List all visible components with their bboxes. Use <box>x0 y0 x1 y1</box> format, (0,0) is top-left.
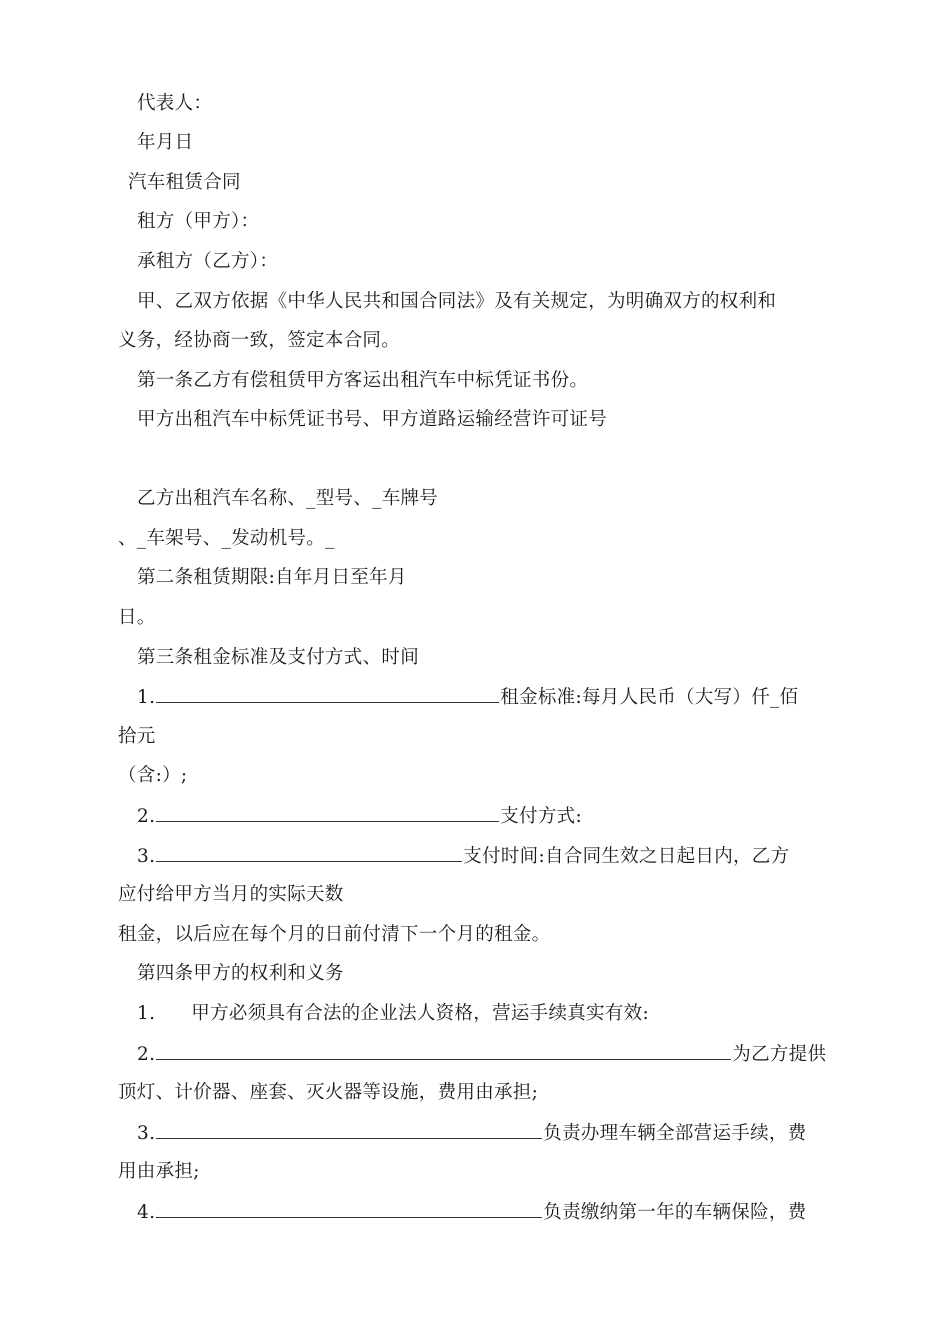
lessor-duty-2 <box>137 1042 826 1067</box>
fill-in-blank <box>156 1121 542 1139</box>
article-3-heading: 第三条租金标准及支付方式、时间 <box>137 647 420 668</box>
lessor-duty-1 <box>137 1002 649 1026</box>
item-text: 负责缴纳第一年的车辆保险，费 <box>543 1202 807 1223</box>
item-text: 负责办理车辆全部营运手续，费 <box>543 1123 807 1144</box>
rent-standard-note: （含:）; <box>118 765 188 786</box>
item-number: 3. <box>137 846 156 867</box>
item-number: 2. <box>137 1044 156 1065</box>
payment-time-cont-1: 应付给甲方当月的实际天数 <box>118 884 344 905</box>
vehicle-line-1: 乙方出租汽车名称、_型号、_车牌号 <box>137 488 439 509</box>
vehicle-line-2: 、_车架号、_发动机号。_ <box>118 528 335 549</box>
preamble-line-2: 义务，经协商一致，签定本合同。 <box>118 330 401 351</box>
lessor-duty-2-cont: 顶灯、计价器、座套、灭火器等设施，费用由承担; <box>118 1082 539 1103</box>
item-text: 为乙方提供 <box>732 1044 827 1065</box>
article-1-line: 第一条乙方有偿租赁甲方客运出租汽车中标凭证书份。 <box>137 370 589 391</box>
date-line: 年月日 <box>137 132 194 153</box>
lessor-duty-4 <box>137 1200 806 1225</box>
payment-time-item <box>137 844 789 869</box>
lessor-duty-3-cont: 用由承担; <box>118 1161 200 1182</box>
item-number: 4. <box>137 1202 156 1223</box>
lessor-line: 租方（甲方）： <box>137 211 260 232</box>
preamble-line-1: 甲、乙双方依据《中华人民共和国合同法》及有关规定，为明确双方的权利和 <box>137 291 777 312</box>
lessor-duty-3 <box>137 1121 806 1146</box>
article-2-end: 日。 <box>118 607 156 628</box>
item-number: 1. <box>137 1003 156 1024</box>
fill-in-blank <box>156 1042 731 1060</box>
item-text: 支付方式: <box>500 806 582 827</box>
representative-line: 代表人： <box>137 93 213 114</box>
item-text: 支付时间:自合同生效之日起日内，乙方 <box>463 846 790 867</box>
fill-in-blank <box>156 804 499 822</box>
rent-standard-cont: 拾元 <box>118 726 156 747</box>
item-number: 1. <box>137 687 156 708</box>
fill-in-blank <box>156 1200 542 1218</box>
contract-title: 汽车租赁合同 <box>128 172 241 193</box>
article-2-line: 第二条租赁期限:自年月日至年月 <box>137 567 407 588</box>
item-number: 2. <box>137 806 156 827</box>
fill-in-blank <box>156 844 462 862</box>
article-4-heading: 第四条甲方的权利和义务 <box>137 963 344 984</box>
fill-in-blank <box>156 685 499 703</box>
item-text: 甲方必须具有合法的企业法人资格，营运手续真实有效: <box>191 1003 650 1024</box>
lessee-line: 承租方（乙方）： <box>137 251 279 272</box>
payment-method-item <box>137 804 582 829</box>
rent-standard-item <box>137 685 798 710</box>
item-text: 租金标准:每月人民币（大写）仟_佰 <box>500 687 799 708</box>
certificate-line: 甲方出租汽车中标凭证书号、甲方道路运输经营许可证号 <box>137 409 608 430</box>
item-number: 3. <box>137 1123 156 1144</box>
payment-time-cont-2: 租金，以后应在每个月的日前付清下一个月的租金。 <box>118 924 551 945</box>
